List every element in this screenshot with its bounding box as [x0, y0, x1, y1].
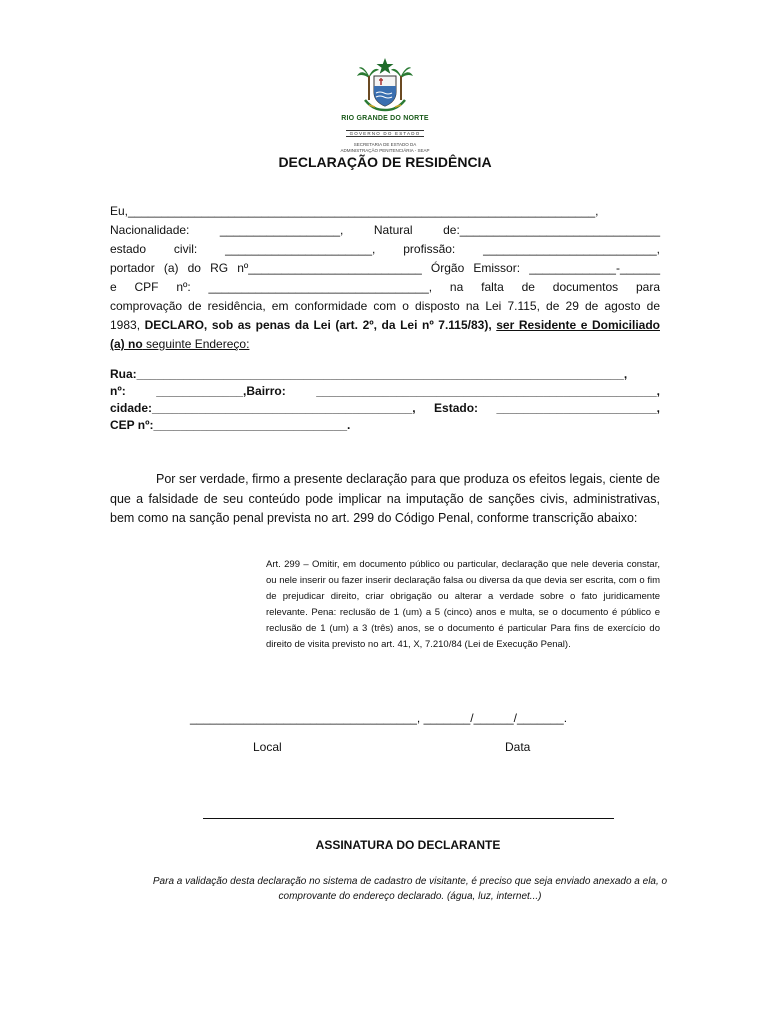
- secretariat-name: [330, 142, 440, 154]
- number-neighborhood-field: nº: _____________,Bairro: ___________________________________________________,: [110, 384, 660, 398]
- address-intro-text: seguinte Endereço:: [142, 337, 250, 351]
- place-date-line: __________________________________, _______/______/_______.: [190, 711, 568, 725]
- secretariat-line-2: ADMINISTRAÇÃO PENITENCIÁRIA - SEAP: [340, 148, 430, 153]
- truth-paragraph-text: Por ser verdade, firmo a presente declaração para que produza os efeitos legais, ciente de que a falsidade de seu conteúdo pode implicar na imputação de sanções civis, administrativas, bem como na sanção penal prevista no art. 299 do Código Penal, conforme transcrição abaixo:: [110, 472, 660, 525]
- state-name: RIO GRANDE DO NORTE: [341, 115, 429, 122]
- civil-status-line: estado civil: ______________________, profissão: __________________________,: [110, 242, 660, 256]
- date-label: Data: [505, 740, 531, 754]
- address-intro-line: [110, 335, 660, 354]
- declaro-year: 1983,: [110, 318, 145, 332]
- declaro-bold: DECLARO, sob as penas da Lei (art. 2º, da Lei nº 7.115/83),: [144, 318, 492, 332]
- nationality-line: Nacionalidade: __________________, Natural de:______________________________: [110, 223, 660, 237]
- signature-line: [203, 818, 614, 819]
- local-label: Local: [253, 740, 282, 754]
- declarant-name-line: Eu,______________________________________________________________________,: [110, 204, 599, 218]
- validation-note: Para a validação desta declaração no sistema de cadastro de visitante, é preciso que seja enviado anexado a ela, o comprovante do endereço declarado. (água, luz, internet...): [152, 876, 668, 902]
- cpf-line: e CPF nº: _________________________________, na falta de documentos para: [110, 280, 660, 294]
- city-state-field: cidade:_______________________________________, Estado: ________________________,: [110, 401, 660, 415]
- signature-label: ASSINATURA DO DECLARANTE: [315, 838, 501, 852]
- resident-phrase: ser Residente e Domiciliado: [496, 318, 660, 332]
- law-reference-line: comprovação de residência, em conformidade com o disposto na Lei 7.115, de 29 de agosto de: [110, 299, 660, 313]
- address-block: [110, 366, 660, 434]
- state-crest: [330, 56, 440, 154]
- document-title: DECLARAÇÃO DE RESIDÊNCIA: [278, 154, 492, 170]
- government-label: GOVERNO DO ESTADO: [346, 130, 425, 137]
- cep-field: CEP nº:_____________________________.: [110, 418, 351, 432]
- declaration-paragraph: [110, 202, 660, 354]
- address-intro-bold: (a) no: [110, 337, 143, 351]
- coat-of-arms-icon: [355, 56, 415, 114]
- declaro-line: [110, 316, 660, 335]
- truth-paragraph: [110, 470, 660, 529]
- penal-code-quote: Art. 299 – Omitir, em documento público ou particular, declaração que nele deveria constar, ou nele inserir ou fazer inserir declaração falsa ou diversa da que devia ser escrita, com o fim de prejudicar direito, criar obrigação ou alterar a verdade sobre o fato juridicamente relevante. Pena: reclusão de 1 (um) a 5 (cinco) anos e multa, se o documento é público e reclusão de 1 (um) a 3 (três) anos, se o documento é particular Para fins de exercício do direito de visita previsto no art. 41, X, 7.210/84 (Lei de Execução Penal).: [266, 559, 660, 650]
- rg-line: portador (a) do RG nº__________________________ Órgão Emissor: _____________-______: [110, 261, 660, 275]
- street-field: Rua:_________________________________________________________________________,: [110, 367, 628, 381]
- secretariat-line-1: SECRETARIA DE ESTADO DA: [353, 142, 417, 147]
